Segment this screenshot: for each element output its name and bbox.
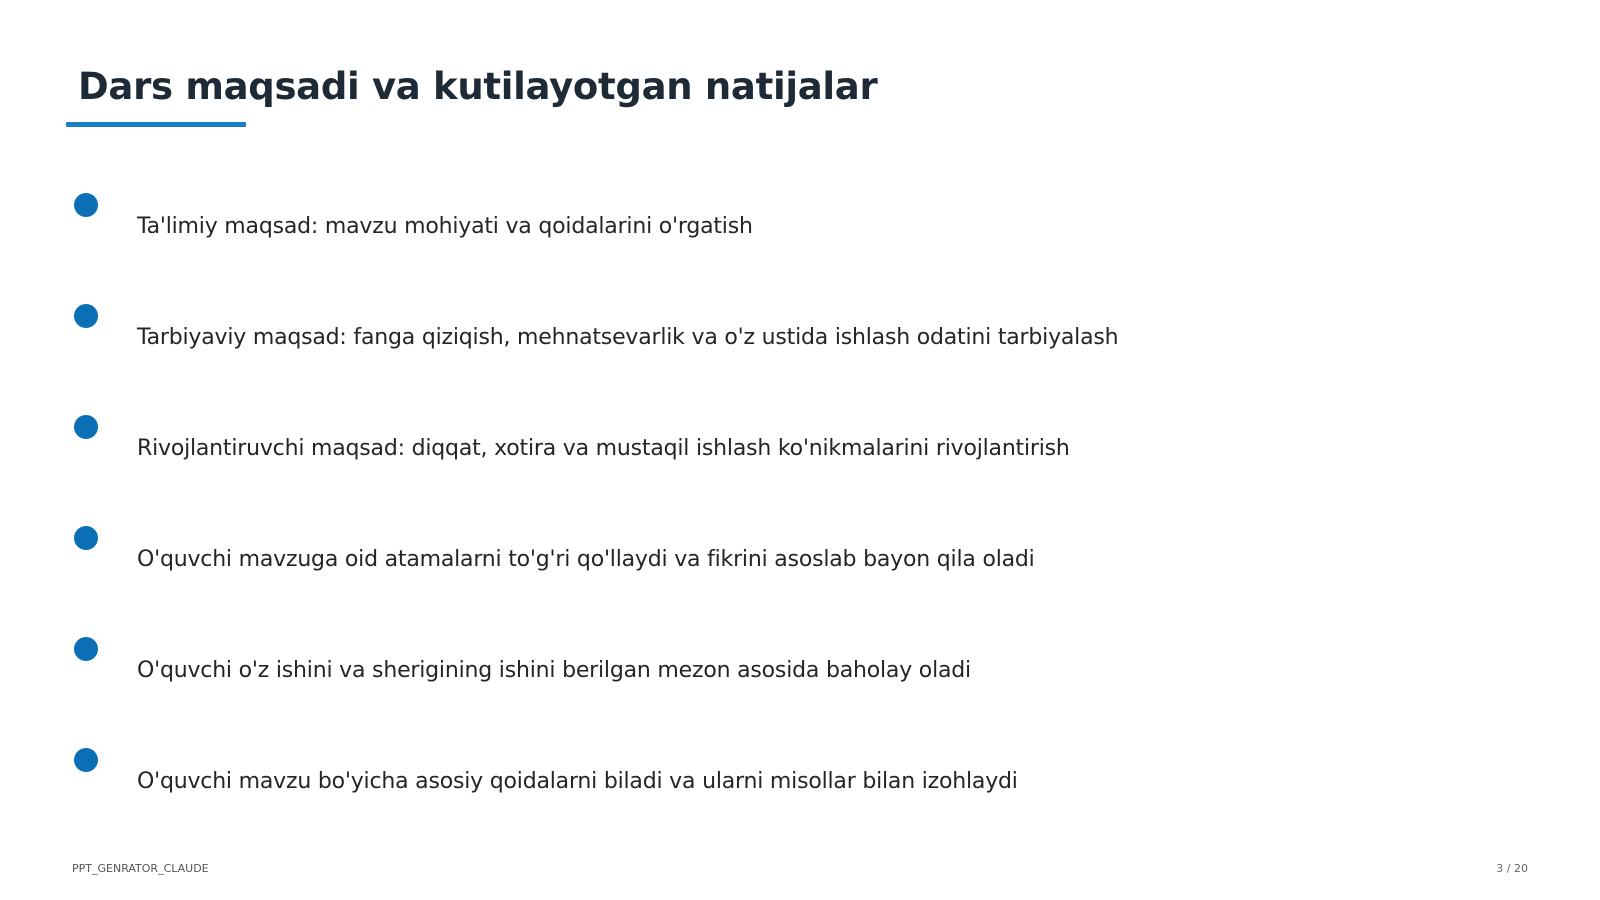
bullet-dot-icon [74, 748, 98, 772]
bullet-dot-icon [74, 526, 98, 550]
footer-label: PPT_GENRATOR_CLAUDE [72, 862, 209, 875]
list-item [0, 637, 1400, 697]
list-item [0, 304, 1400, 364]
bullet-text: O'quvchi mavzuga oid atamalarni to'g'ri qo'llaydi va fikrini asoslab bayon qila oladi [137, 547, 1035, 572]
list-item [0, 193, 1400, 253]
list-item [0, 526, 1400, 586]
page-number: 3 / 20 [1496, 862, 1528, 875]
bullet-dot-icon [74, 304, 98, 328]
bullet-dot-icon [74, 637, 98, 661]
bullet-text: Tarbiyaviy maqsad: fanga qiziqish, mehnatsevarlik va o'z ustida ishlash odatini tarbiyalash [137, 325, 1119, 350]
bullet-text: Rivojlantiruvchi maqsad: diqqat, xotira va mustaqil ishlash ko'nikmalarini rivojlantirish [137, 436, 1070, 461]
bullet-text: O'quvchi o'z ishini va sherigining ishini berilgan mezon asosida baholay oladi [137, 658, 971, 683]
bullet-text: O'quvchi mavzu bo'yicha asosiy qoidalarni biladi va ularni misollar bilan izohlaydi [137, 769, 1018, 794]
bullet-text: Ta'limiy maqsad: mavzu mohiyati va qoidalarini o'rgatish [137, 214, 753, 239]
bullet-dot-icon [74, 193, 98, 217]
slide-title: Dars maqsadi va kutilayotgan natijalar [78, 65, 878, 108]
list-item [0, 748, 1400, 808]
list-item [0, 415, 1400, 475]
bullet-dot-icon [74, 415, 98, 439]
